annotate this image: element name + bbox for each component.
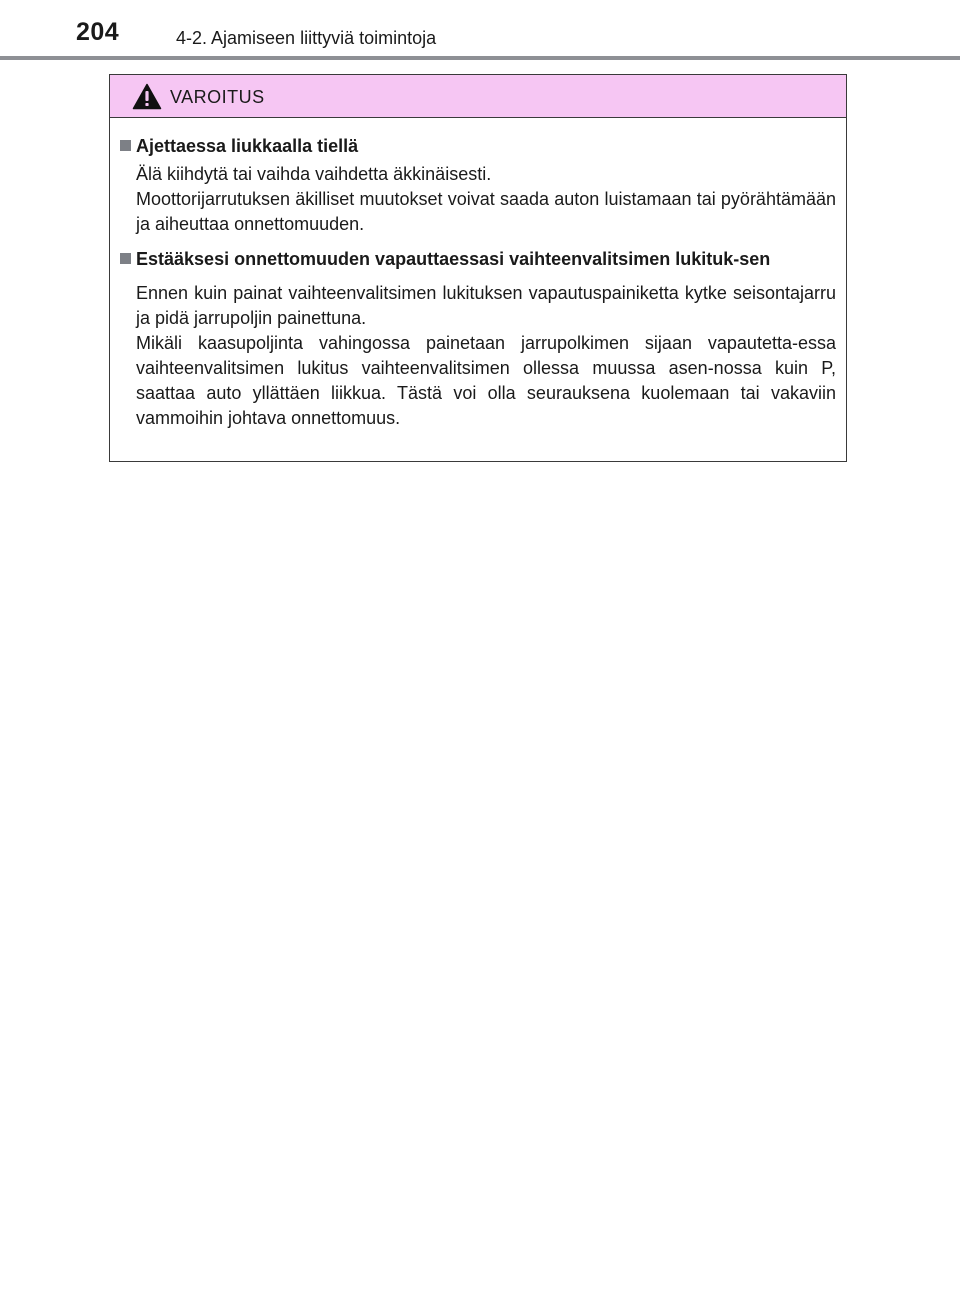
item-heading [120, 134, 836, 158]
item-paragraph: Moottorijarrutuksen äkilliset muutokset voivat saada auton luistamaan tai pyörähtämään ja aiheuttaa onnettomuuden. [136, 189, 836, 234]
warning-header [110, 75, 846, 118]
warning-item [120, 247, 836, 431]
warning-item [120, 134, 836, 237]
item-heading-text: Ajettaessa liukkaalla tiellä [136, 136, 359, 156]
section-title: 4-2. Ajamiseen liittyviä toimintoja [176, 28, 437, 48]
item-paragraph: Ennen kuin painat vaihteenvalitsimen lukituksen vapautuspainiketta kytke seisontajarru ja pidä jarrupoljin painettuna. [136, 283, 836, 328]
page-header [0, 0, 960, 58]
warning-triangle-icon [132, 83, 162, 110]
warning-body [110, 118, 846, 431]
item-heading-text: Estääksesi onnettomuuden vapauttaessasi vaihteenvalitsimen lukituk-sen [136, 249, 771, 269]
square-bullet-icon [120, 253, 131, 264]
item-heading [120, 247, 836, 271]
item-paragraph: Älä kiihdytä tai vaihda vaihdetta äkkinäisesti. [136, 164, 492, 184]
warning-label: VAROITUS [170, 87, 265, 107]
item-paragraph: Mikäli kaasupoljinta vahingossa painetaan jarrupolkimen sijaan vapautetta-essa vaihteenvalitsimen lukitus vaihteenvalitsimen ollessa muussa asen-nossa kuin P, saattaa auto yllättäen liikkua. Tästä voi olla seurauksena kuolemaan tai vakaviin vammoihin johtava onnettomuus. [136, 333, 836, 428]
page-number: 204 [76, 18, 120, 46]
warning-box [109, 74, 847, 462]
header-rule [0, 56, 960, 60]
square-bullet-icon [120, 140, 131, 151]
